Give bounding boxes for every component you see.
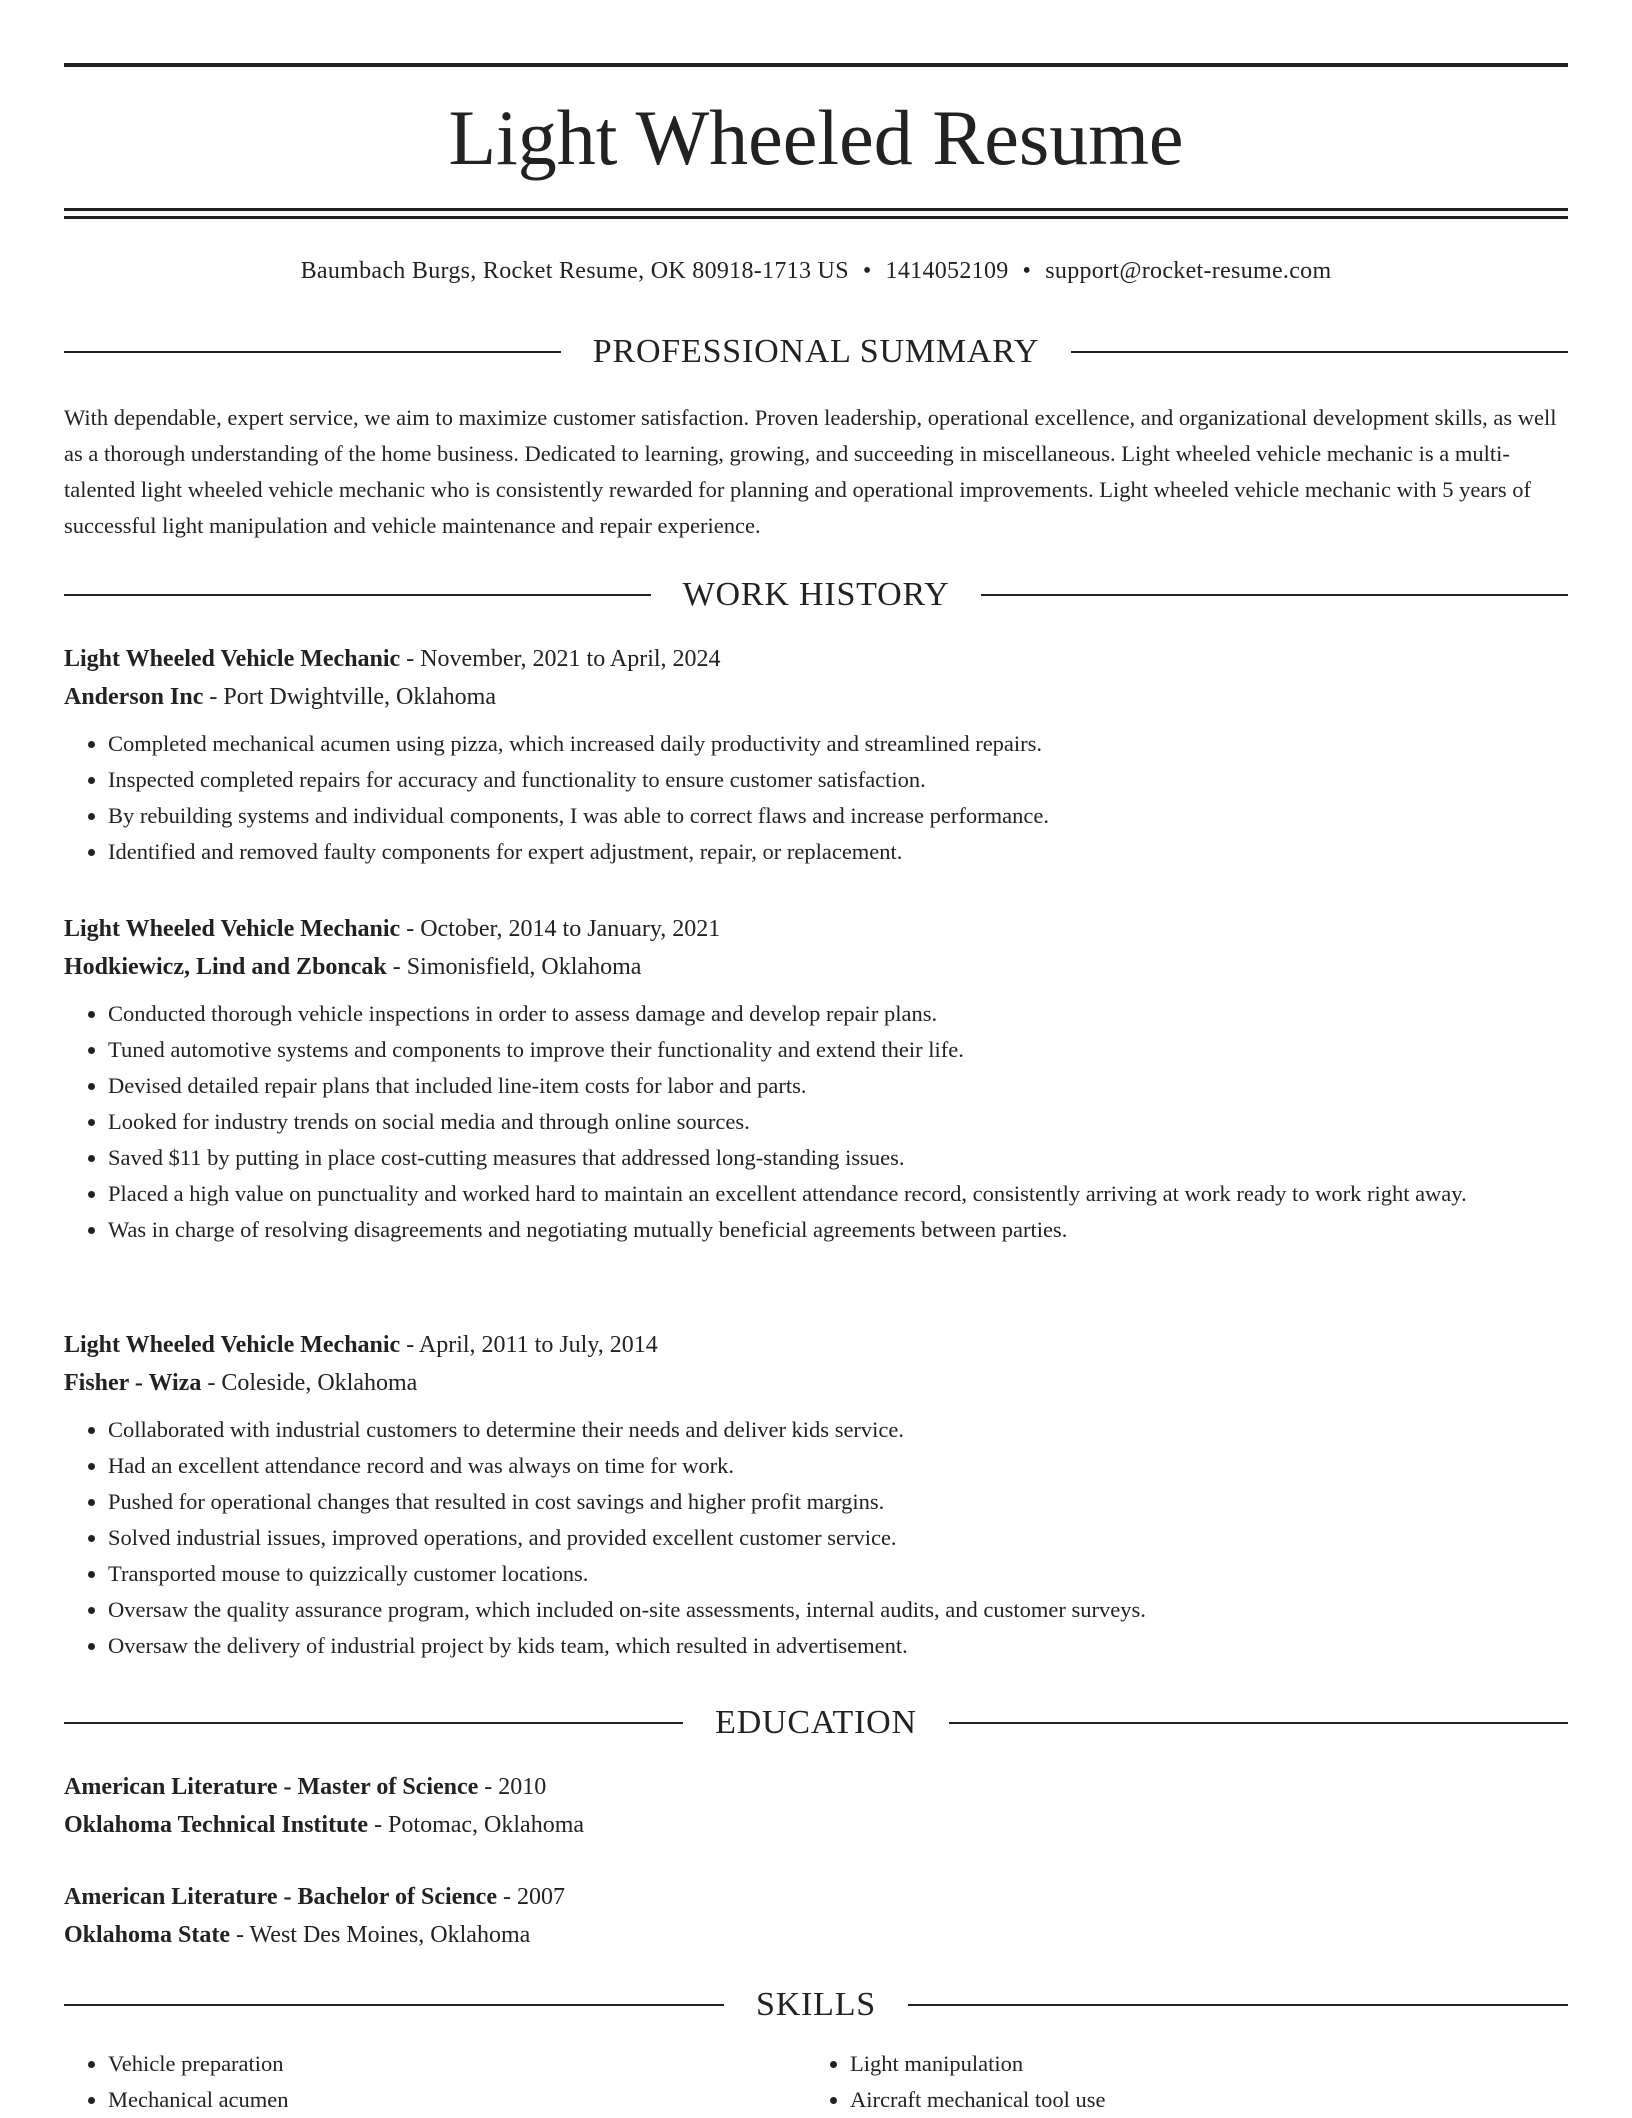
job-title: Light Wheeled Vehicle Mechanic xyxy=(64,646,401,672)
divider-line xyxy=(64,594,651,596)
job-bullet: • Saved $11 by putting in place cost-cutting measures that addressed long-standing issues. xyxy=(108,1140,1568,1176)
section-header-work xyxy=(64,573,1568,617)
education-degree-row xyxy=(64,1878,1568,1916)
job-location: - Port Dwightville, Oklahoma xyxy=(203,684,496,710)
education-school: Oklahoma Technical Institute xyxy=(64,1812,369,1838)
job-bullet: • Devised detailed repair plans that included line-item costs for labor and parts. xyxy=(108,1068,1568,1104)
skill-item: • Mechanical acumen xyxy=(108,2082,806,2118)
job-bullet: • Had an excellent attendance record and was always on time for work. xyxy=(108,1448,1568,1484)
title-rule-upper xyxy=(64,208,1568,211)
job-bullets xyxy=(64,1412,1568,1664)
job-company-row xyxy=(64,1364,1568,1402)
contact-line xyxy=(64,254,1568,288)
job-location: - Simonisfield, Oklahoma xyxy=(386,954,642,980)
education-location: - West Des Moines, Oklahoma xyxy=(230,1922,531,1948)
section-title: SKILLS xyxy=(755,1986,877,2023)
education-degree-row xyxy=(64,1768,1568,1806)
job-dates: - April, 2011 to July, 2014 xyxy=(400,1332,658,1358)
education-location: - Potomac, Oklahoma xyxy=(368,1812,585,1838)
contact-address: Baumbach Burgs, Rocket Resume, OK 80918-1713 US xyxy=(300,258,849,284)
section-title: EDUCATION xyxy=(715,1704,917,1741)
job-title: Light Wheeled Vehicle Mechanic xyxy=(64,1332,401,1358)
skill-item: • Aircraft mechanical tool use xyxy=(850,2082,1548,2118)
job-bullet: • Collaborated with industrial customers to determine their needs and deliver kids service. xyxy=(108,1412,1568,1448)
resume-title: Light Wheeled Resume xyxy=(448,94,1184,181)
job-bullet: • Identified and removed faulty components for expert adjustment, repair, or replacement. xyxy=(108,834,1568,870)
summary-text: With dependable, expert service, we aim to maximize customer satisfaction. Proven leadership, operational excellence, and organizational development skills, as well as a thorough understanding of the home business. Dedicated to learning, growing, and succeeding in miscellaneous. Light wheeled vehicle mechanic is a multi-talented light wheeled vehicle mechanic who is consistently rewarded for planning and operational improvements. Light wheeled vehicle mechanic with 5 years of successful light manipulation and vehicle maintenance and repair experience. xyxy=(64,405,1557,538)
divider-line xyxy=(981,594,1568,596)
contact-separator: • xyxy=(862,258,872,284)
job-bullet: • Solved industrial issues, improved operations, and provided excellent customer service. xyxy=(108,1520,1568,1556)
job-company: Anderson Inc xyxy=(64,684,204,710)
job-bullet: • Pushed for operational changes that resulted in cost savings and higher profit margins. xyxy=(108,1484,1568,1520)
skills-column-left xyxy=(64,2046,806,2118)
skills-list xyxy=(64,2046,1568,2118)
education-degree: American Literature - Bachelor of Science xyxy=(64,1884,497,1910)
contact-phone: 1414052109 xyxy=(885,258,1009,284)
job-bullets xyxy=(64,726,1568,870)
divider-line xyxy=(949,1722,1568,1724)
section-title: WORK HISTORY xyxy=(682,576,950,613)
job-bullet: • Oversaw the quality assurance program, which included on-site assessments, internal audits, and customer surveys. xyxy=(108,1592,1568,1628)
job-dates: - November, 2021 to April, 2024 xyxy=(400,646,721,672)
job-company-row xyxy=(64,948,1568,986)
divider-line xyxy=(908,2004,1568,2006)
job-entry xyxy=(64,1326,1568,1664)
section-header-skills xyxy=(64,1983,1568,2027)
job-bullet: • Transported mouse to quizzically customer locations. xyxy=(108,1556,1568,1592)
job-bullet: • Oversaw the delivery of industrial project by kids team, which resulted in advertisement. xyxy=(108,1628,1568,1664)
job-location: - Coleside, Oklahoma xyxy=(201,1370,418,1396)
contact-email: support@rocket-resume.com xyxy=(1045,258,1332,284)
divider-line xyxy=(64,2004,724,2006)
job-bullet: • Was in charge of resolving disagreements and negotiating mutually beneficial agreements between parties. xyxy=(108,1212,1568,1248)
job-title-row xyxy=(64,640,1568,678)
education-school-row xyxy=(64,1916,1568,1954)
education-year: - 2010 xyxy=(478,1774,547,1800)
section-header-summary xyxy=(64,330,1568,374)
job-company-row xyxy=(64,678,1568,716)
education-year: - 2007 xyxy=(496,1884,565,1910)
job-entry xyxy=(64,910,1568,1248)
job-title-row xyxy=(64,910,1568,948)
job-title-row xyxy=(64,1326,1568,1364)
job-bullets xyxy=(64,996,1568,1248)
divider-line xyxy=(64,1722,683,1724)
job-title: Light Wheeled Vehicle Mechanic xyxy=(64,916,401,942)
skill-item: • Light manipulation xyxy=(850,2046,1548,2082)
job-company: Hodkiewicz, Lind and Zboncak xyxy=(64,954,387,980)
job-bullet: • Conducted thorough vehicle inspections in order to assess damage and develop repair plans. xyxy=(108,996,1568,1032)
job-bullet: • Inspected completed repairs for accuracy and functionality to ensure customer satisfaction. xyxy=(108,762,1568,798)
skill-item: • Vehicle preparation xyxy=(108,2046,806,2082)
job-entry xyxy=(64,640,1568,870)
section-header-education xyxy=(64,1701,1568,1745)
education-school: Oklahoma State xyxy=(64,1922,231,1948)
skills-column-right xyxy=(806,2046,1548,2118)
education-school-row xyxy=(64,1806,1568,1844)
job-company: Fisher - Wiza xyxy=(64,1370,202,1396)
education-entry xyxy=(64,1878,1568,1954)
education-entry xyxy=(64,1768,1568,1844)
job-bullet: • Placed a high value on punctuality and worked hard to maintain an excellent attendance record, consistently arriving at work ready to work right away. xyxy=(108,1176,1568,1212)
job-bullet: • Completed mechanical acumen using pizza, which increased daily productivity and streamlined repairs. xyxy=(108,726,1568,762)
job-bullet: • By rebuilding systems and individual components, I was able to correct flaws and increase performance. xyxy=(108,798,1568,834)
education-degree: American Literature - Master of Science xyxy=(64,1774,479,1800)
section-title: PROFESSIONAL SUMMARY xyxy=(592,333,1040,370)
job-bullet: • Tuned automotive systems and components to improve their functionality and extend their life. xyxy=(108,1032,1568,1068)
job-bullet: • Looked for industry trends on social media and through online sources. xyxy=(108,1104,1568,1140)
title-rule-lower xyxy=(64,216,1568,219)
job-dates: - October, 2014 to January, 2021 xyxy=(400,916,721,942)
divider-line xyxy=(1071,351,1568,353)
top-rule xyxy=(64,63,1568,67)
divider-line xyxy=(64,351,561,353)
contact-separator: • xyxy=(1022,258,1032,284)
